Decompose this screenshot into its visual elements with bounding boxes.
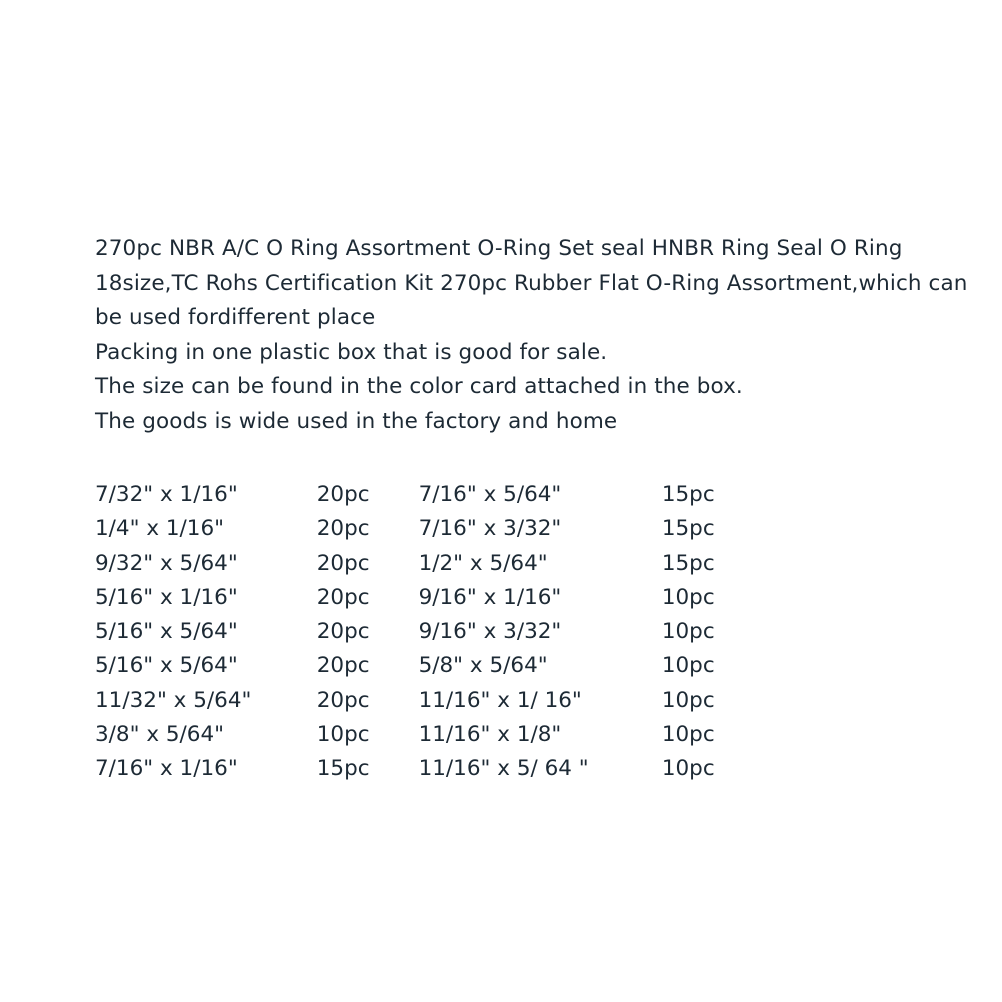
- description-paragraph-title: 270pc NBR A/C O Ring Assortment O-Ring Set seal HNBR Ring Seal O Ring 18size,TC Rohs Certification Kit 270pc Rubber Flat O-Ring Assortment,which can be used fordifferent place: [95, 236, 968, 330]
- qty-cell-right: 10pc: [661, 722, 715, 748]
- table-row: [95, 718, 775, 752]
- size-specification-table: [95, 478, 775, 787]
- table-row: [95, 581, 775, 615]
- size-specification-body: [95, 478, 775, 787]
- qty-cell-right: 10pc: [661, 584, 715, 610]
- size-cell-right: 7/16" x 5/64": [418, 482, 562, 507]
- table-row: [95, 684, 775, 718]
- qty-cell-left: 15pc: [316, 756, 370, 782]
- table-row: [95, 512, 775, 546]
- qty-cell-left: 20pc: [316, 653, 370, 679]
- qty-cell-right: 15pc: [661, 516, 715, 542]
- qty-cell-right: 10pc: [661, 756, 715, 782]
- size-cell-left: 3/8" x 5/64": [95, 722, 225, 748]
- size-cell-right: 7/16" x 3/32": [418, 516, 562, 542]
- size-cell-right: 11/16" x 5/ 64 ": [418, 756, 589, 782]
- size-cell-left: 7/16" x 1/16": [95, 756, 238, 782]
- table-row: [95, 547, 775, 581]
- qty-cell-right: 10pc: [661, 619, 715, 645]
- qty-cell-left: 10pc: [316, 722, 370, 748]
- size-cell-right: 11/16" x 1/ 16": [418, 687, 582, 713]
- size-cell-right: 5/8" x 5/64": [418, 653, 548, 679]
- qty-cell-left: 20pc: [316, 687, 370, 713]
- description-paragraph-size-card: The size can be found in the color card attached in the box.: [95, 374, 743, 399]
- qty-cell-right: 10pc: [661, 687, 715, 713]
- qty-cell-right: 15pc: [661, 550, 715, 576]
- table-row: [95, 478, 775, 512]
- qty-cell-left: 20pc: [316, 482, 370, 507]
- size-cell-left: 7/32" x 1/16": [95, 482, 238, 507]
- qty-cell-left: 20pc: [316, 516, 370, 542]
- size-cell-left: 1/4" x 1/16": [95, 516, 225, 542]
- size-cell-left: 5/16" x 5/64": [95, 619, 238, 645]
- qty-cell-left: 20pc: [316, 550, 370, 576]
- size-cell-right: 1/2" x 5/64": [418, 550, 548, 576]
- table-row: [95, 752, 775, 786]
- qty-cell-right: 10pc: [661, 653, 715, 679]
- size-cell-left: 9/32" x 5/64": [95, 550, 238, 576]
- table-row: [95, 649, 775, 683]
- size-cell-right: 9/16" x 1/16": [418, 584, 562, 610]
- size-cell-left: 5/16" x 1/16": [95, 584, 238, 610]
- qty-cell-left: 20pc: [316, 584, 370, 610]
- size-cell-left: 5/16" x 5/64": [95, 653, 238, 679]
- qty-cell-left: 20pc: [316, 619, 370, 645]
- description-block: [95, 232, 985, 439]
- size-cell-left: 11/32" x 5/64": [95, 687, 252, 713]
- description-paragraph-packing: Packing in one plastic box that is good for sale.: [95, 339, 608, 365]
- table-row: [95, 615, 775, 649]
- qty-cell-right: 15pc: [661, 482, 715, 507]
- description-paragraph-usage: The goods is wide used in the factory and home: [95, 408, 618, 434]
- size-cell-right: 11/16" x 1/8": [418, 722, 562, 748]
- size-cell-right: 9/16" x 3/32": [418, 619, 562, 645]
